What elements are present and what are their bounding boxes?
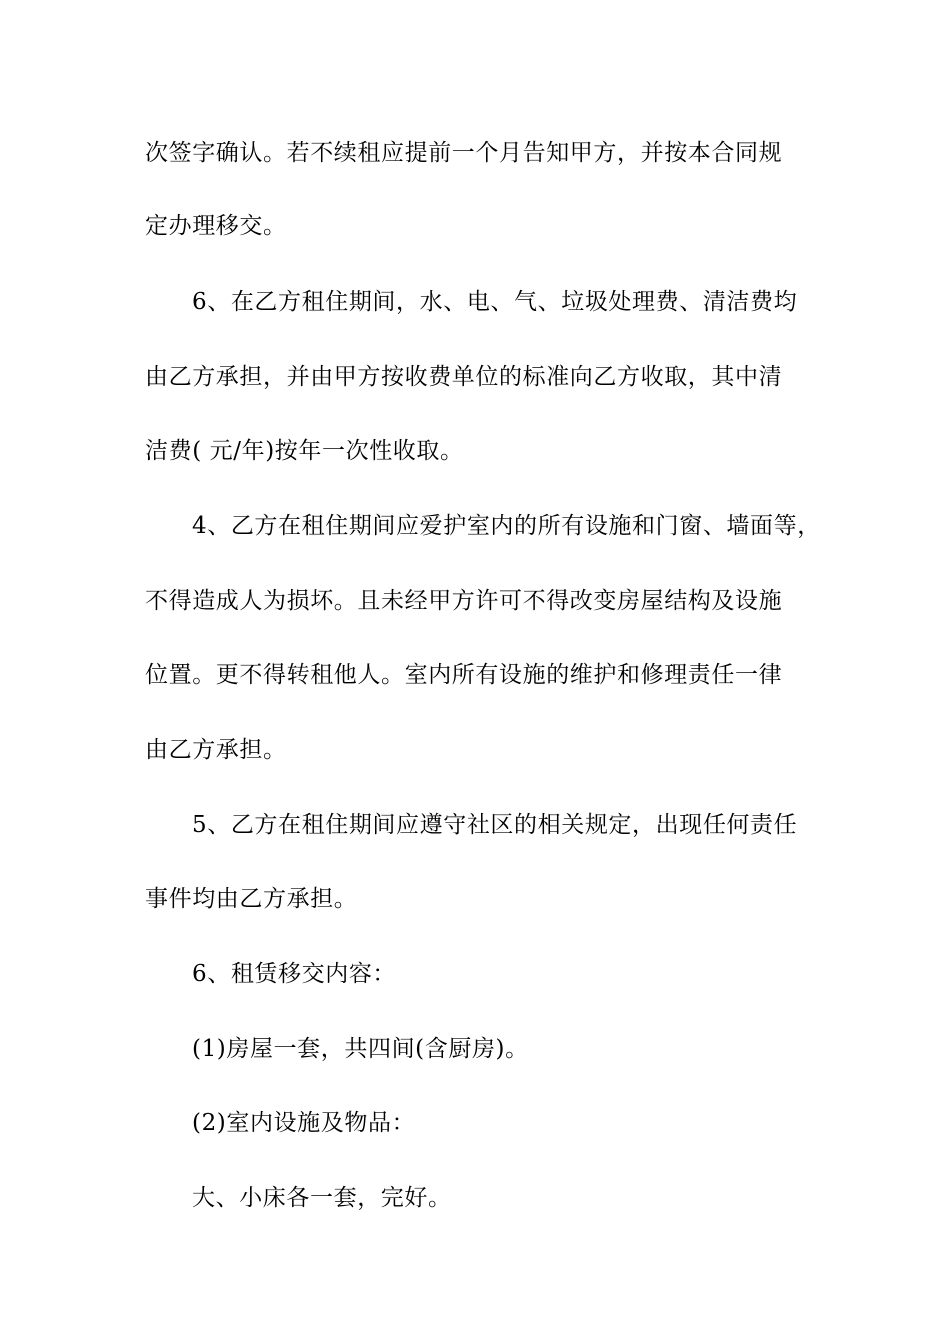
- text-line: 位置。更不得转租他人。室内所有设施的维护和修理责任一律: [145, 662, 783, 688]
- list-item-line: (1)房屋一套，共四间(含厨房)。: [192, 1036, 529, 1062]
- paragraph-start-line: 6、在乙方租住期间，水、电、气、垃圾处理费、清洁费均: [192, 289, 798, 315]
- paragraph-start-line: 6、租赁移交内容：: [192, 961, 397, 987]
- text-line: 洁费( 元/年)按年一次性收取。: [145, 438, 464, 464]
- text-line: 不得造成人为损坏。且未经甲方许可不得改变房屋结构及设施: [145, 588, 783, 614]
- text-line: 定办理移交。: [145, 213, 287, 239]
- paragraph-start-line: 5、乙方在租住期间应遵守社区的相关规定，出现任何责任: [192, 812, 798, 838]
- text-line: 次签字确认。若不续租应提前一个月告知甲方，并按本合同规: [145, 140, 783, 166]
- list-item-line: 大、小床各一套，完好。: [192, 1185, 452, 1211]
- paragraph-start-line: 4、乙方在租住期间应爱护室内的所有设施和门窗、墙面等，: [192, 513, 821, 539]
- list-item-line: (2)室内设施及物品：: [192, 1110, 416, 1136]
- text-line: 由乙方承担。: [145, 737, 287, 763]
- text-line: 事件均由乙方承担。: [145, 886, 358, 912]
- text-line: 由乙方承担，并由甲方按收费单位的标准向乙方收取，其中清: [145, 364, 783, 390]
